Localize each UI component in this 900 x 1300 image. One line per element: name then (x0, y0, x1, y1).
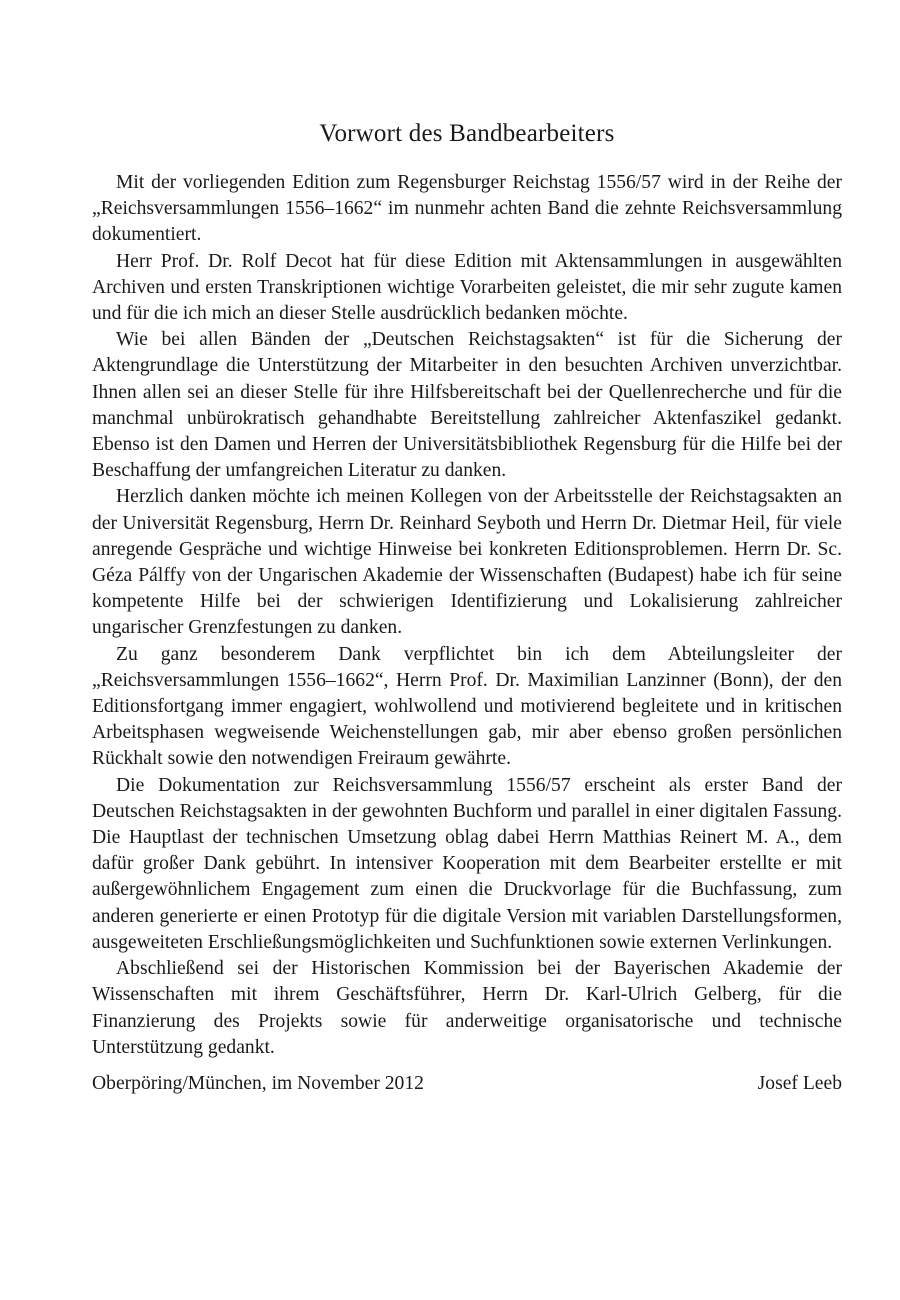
paragraph-4: Herzlich danken möchte ich meinen Kollegen von der Arbeitsstelle der Reichstagsakten an der Universität Regensburg, Herrn Dr. Reinhard Seyboth und Herrn Dr. Dietmar Heil, für viele anregende Gespräche und wichtige Hinweise bei konkreten Editionsproblemen. Herrn Dr. Sc. Géza Pálffy von der Ungarischen Akademie der Wissenschaften (Budapest) habe ich für seine kompetente Hilfe bei der schwierigen Identifizierung und Lokalisierung zahlreicher ungarischer Grenzfestungen zu danken. (92, 486, 842, 639)
author-name: Josef Leeb (757, 1072, 842, 1094)
paragraph-7: Abschließend sei der Historischen Kommission bei der Bayerischen Akademie der Wissenschaften mit ihrem Geschäftsführer, Herrn Dr. Karl-Ulrich Gelberg, für die Finanzierung des Projekts sowie für anderweitige organisatorische und technische Unterstützung gedankt. (92, 958, 842, 1058)
place-date: Oberpöring/München, im November 2012 (92, 1072, 424, 1094)
paragraph-2: Herr Prof. Dr. Rolf Decot hat für diese Edition mit Aktensammlungen in ausgewählten Archiven und ersten Transkriptionen wichtige Vorarbeiten geleistet, die mir sehr zugute kamen und für die ich mich an dieser Stelle ausdrücklich bedanken möchte. (92, 250, 842, 325)
paragraph-5: Zu ganz besonderem Dank verpflichtet bin ich dem Abteilungsleiter der „Reichsversammlungen 1556–1662“, Herrn Prof. Dr. Maximilian Lanzinner (Bonn), der den Editionsfortgang immer engagiert, wohlwollend und motivierend begleitete und in kritischen Arbeitsphasen wegweisende Weichenstellungen gab, mir aber ebenso großen persönlichen Rückhalt sowie den notwendigen Freiraum gewährte. (92, 643, 842, 770)
paragraph-6: Die Dokumentation zur Reichsversammlung 1556/57 erscheint als erster Band der Deutschen Reichstagsakten in der gewohnten Buchform und parallel in einer digitalen Fassung. Die Hauptlast der technischen Umsetzung oblag dabei Herrn Matthias Reinert M. A., dem dafür großer Dank gebührt. In intensiver Kooperation mit dem Bearbeiter erstellte er mit außergewöhnlichem Engagement zum einen die Druckvorlage für die Buchfassung, zum anderen generierte er einen Prototyp für die digitale Version mit variablen Darstellungsformen, ausgeweiteten Erschließungsmöglichkeiten und Suchfunktionen sowie externen Verlinkungen. (92, 774, 842, 953)
paragraph-1: Mit der vorliegenden Edition zum Regensburger Reichstag 1556/57 wird in der Reihe der „Reichsversammlungen 1556–1662“ im nunmehr achten Band die zehnte Reichsversammlung dokumentiert. (92, 172, 842, 246)
paragraph-3: Wie bei allen Bänden der „Deutschen Reichstagsakten“ ist für die Sicherung der Aktengrundlage die Unterstützung der Mitarbeiter in den besuchten Archiven unverzichtbar. Ihnen allen sei an dieser Stelle für ihre Hilfsbereitschaft bei der Quellenrecherche und für die manchmal unbürokratisch gehandhabte Bereitstellung zahlreicher Aktenfaszikel gedankt. Ebenso ist den Damen und Herren der Universitätsbibliothek Regensburg für die Hilfe bei der Beschaffung der umfangreichen Literatur zu danken. (92, 329, 842, 482)
page-title: Vorwort des Bandbearbeiters (319, 120, 615, 147)
preface-page (92, 116, 842, 1097)
signoff (92, 1071, 842, 1097)
